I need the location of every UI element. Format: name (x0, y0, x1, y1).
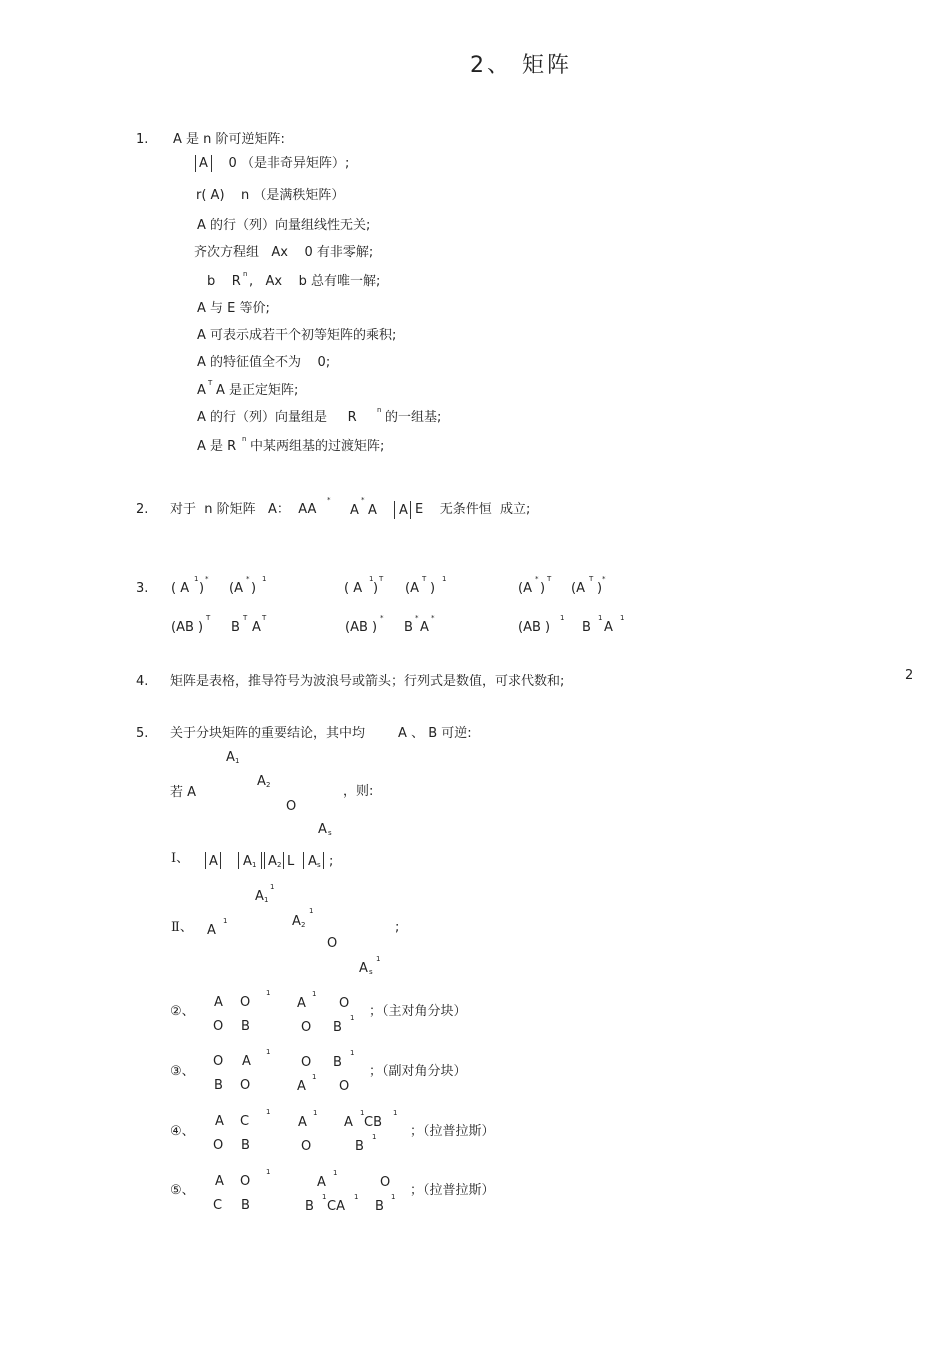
case-4-label: ④、 (170, 1124, 195, 1139)
det-bar-right (220, 852, 221, 869)
semicolon: ; (395, 920, 400, 935)
sup-1: 1 (313, 1109, 318, 1117)
sym-B: B (231, 620, 240, 635)
det-bar-left (205, 852, 206, 869)
page-title: 2、 矩阵 (470, 53, 572, 78)
condition-basis-b: 的一组基; (385, 410, 442, 425)
sub-s: s (317, 861, 321, 869)
m-A: A (298, 1115, 307, 1130)
item-2-number: 2. (136, 502, 149, 517)
sup-n: n (243, 270, 248, 278)
sup-star: * (431, 614, 435, 622)
sup-star: * (361, 496, 365, 504)
sup-star: * (380, 614, 384, 622)
sub-1: 1 (235, 757, 240, 765)
inv-A2: A (292, 914, 301, 929)
condition-unique-b: , Ax b 总有唯一解; (249, 274, 381, 289)
inv-As: A (359, 961, 368, 976)
m-A: A (297, 1079, 306, 1094)
roman-one-label: Ⅰ、 (171, 851, 190, 866)
sup-1: 1 (391, 1193, 396, 1201)
sup-1: 1 (270, 883, 275, 891)
m-O: O (240, 1174, 251, 1189)
item-4-text: 矩阵是表格，推导符号为波浪号或箭头；行列式是数值，可求代数和; (170, 674, 565, 689)
m-B: B (333, 1055, 342, 1070)
sup-1: 1 (376, 955, 381, 963)
det-bar (264, 852, 265, 869)
sup-T: T (262, 614, 267, 622)
sup-T: T (422, 575, 427, 583)
item-1-intro: A 是 n 阶可逆矩阵: (173, 132, 285, 147)
det-bar (303, 852, 304, 869)
m-O: O (339, 1079, 350, 1094)
condition-homogeneous: 齐次方程组 Ax 0 有非零解; (194, 245, 374, 260)
condition-equivalent: A 与 E 等价; (197, 301, 270, 316)
det-bar-right (323, 852, 324, 869)
det-bar-left (195, 155, 196, 172)
inv-A1: A (255, 889, 264, 904)
m-O: O (240, 1078, 251, 1093)
semicolon: ; (329, 854, 334, 869)
m-CB: CB (364, 1115, 382, 1130)
sup-1: 1 (560, 614, 565, 622)
sup-T: T (589, 575, 594, 583)
sym-A: A (420, 620, 429, 635)
sup-1: 1 (442, 575, 447, 583)
det-A: A (209, 854, 218, 869)
det-bar-left (238, 852, 239, 869)
m-O: O (240, 995, 251, 1010)
m-A: A (242, 1054, 251, 1069)
item-5-number: 5. (136, 726, 149, 741)
sub-s: s (328, 829, 332, 837)
sup-n: n (377, 406, 382, 414)
m-A: A (215, 1174, 224, 1189)
m-A: A (215, 1114, 224, 1129)
then-label: ，则: (343, 784, 374, 799)
condition-transition-a: A 是 R (197, 439, 237, 454)
m-A: A (344, 1115, 353, 1130)
condition-nonsingular: A 0 （是非奇异矩阵）; (199, 156, 350, 171)
sup-1: 1 (266, 1108, 271, 1116)
m-B: B (241, 1019, 250, 1034)
sup-1: 1 (266, 989, 271, 997)
item-3-number: 3. (136, 581, 149, 596)
m-B: B (241, 1198, 250, 1213)
rparen: ) (540, 581, 546, 596)
sup-1: 1 (350, 1049, 355, 1057)
m-O: O (339, 996, 350, 1011)
formula-inverse-transpose-lhs: ( A (344, 581, 363, 596)
sup-1: 1 (372, 1133, 377, 1141)
sup-1: 1 (312, 1073, 317, 1081)
m-O: O (213, 1054, 224, 1069)
m-O: O (380, 1175, 391, 1190)
sup-1: 1 (309, 907, 314, 915)
m-A: A (297, 996, 306, 1011)
item-1-number: 1. (136, 132, 149, 147)
case-3-note: ；（副对角分块） (369, 1064, 467, 1079)
rparen: ) (251, 581, 257, 596)
sup-1: 1 (266, 1168, 271, 1176)
condition-elementary: A 可表示成若干个初等矩阵的乘积; (197, 328, 397, 343)
formula-product-adjugate-lhs: (AB ) (345, 620, 378, 635)
rparen: ) (199, 581, 205, 596)
rparen: ) (597, 581, 603, 596)
sup-star: * (602, 575, 606, 583)
sup-1: 1 (194, 575, 199, 583)
sup-1: 1 (266, 1048, 271, 1056)
sup-1: 1 (393, 1109, 398, 1117)
sup-T: T (547, 575, 552, 583)
sub-2: 2 (277, 861, 282, 869)
case-2-label: ②、 (170, 1004, 195, 1019)
sub-2: 2 (301, 921, 306, 929)
m-B: B (214, 1078, 223, 1093)
sup-star: * (205, 575, 209, 583)
rparen: ) (430, 581, 436, 596)
sup-1: 1 (354, 1193, 359, 1201)
adjugate-identity-b: A (350, 503, 359, 518)
sup-1: 1 (620, 614, 625, 622)
sup-star: * (415, 614, 419, 622)
sym-B: B (582, 620, 591, 635)
condition-independent: A 的行（列）向量组线性无关; (197, 218, 371, 233)
m-C: C (213, 1198, 223, 1213)
sup-1: 1 (598, 614, 603, 622)
det-bar-left (394, 501, 395, 519)
condition-transition-b: 中某两组基的过渡矩阵; (250, 439, 385, 454)
sub-1: 1 (264, 896, 269, 904)
m-O: O (301, 1139, 312, 1154)
sup-1: 1 (369, 575, 374, 583)
det-bar (283, 852, 284, 869)
sym-L: L (287, 854, 295, 869)
m-B: B (355, 1139, 364, 1154)
m-A: A (317, 1175, 326, 1190)
sup-1: 1 (223, 917, 228, 925)
block-O: O (286, 799, 297, 814)
roman-two-label: Ⅱ、 (171, 920, 193, 935)
case-5-label: ⑤、 (170, 1183, 195, 1198)
case-4-note: ；（拉普拉斯） (410, 1124, 495, 1139)
case-3-label: ③、 (170, 1064, 195, 1079)
case-5-note: ；（拉普拉斯） (410, 1183, 495, 1198)
sup-1: 1 (312, 990, 317, 998)
sub-2: 2 (266, 781, 271, 789)
sub-1: 1 (252, 861, 257, 869)
formula-inverse-adjugate-rhs: (A (229, 581, 243, 596)
block-A1: A (226, 750, 235, 765)
sub-s: s (369, 968, 373, 976)
page-number: 2 (905, 668, 914, 683)
sup-T: T (379, 575, 384, 583)
sup-star: * (535, 575, 539, 583)
formula-adjugate-transpose-rhs: (A (571, 581, 585, 596)
det-A2: A (268, 854, 277, 869)
sup-star: * (327, 496, 331, 504)
adjugate-identity-d: A (399, 503, 408, 518)
m-B: B (241, 1138, 250, 1153)
sup-n: n (242, 435, 247, 443)
item-5-intro: 关于分块矩阵的重要结论，其中均 A 、 B 可逆: (170, 726, 472, 741)
m-CA: CA (327, 1199, 345, 1214)
sup-T: T (206, 614, 211, 622)
sup-1: 1 (262, 575, 267, 583)
sup-T: T (243, 614, 248, 622)
sup-T: T (208, 379, 213, 387)
sup-1: 1 (350, 1014, 355, 1022)
sym-A: A (604, 620, 613, 635)
condition-basis-a: A 的行（列）向量组是 R (197, 410, 357, 425)
adjugate-identity-e: E 无条件恒 成立; (415, 502, 531, 517)
formula-inverse-transpose-rhs: (A (405, 581, 419, 596)
block-A2: A (257, 774, 266, 789)
inv-A: A (207, 923, 216, 938)
adjugate-identity-c: A (368, 503, 377, 518)
inv-O: O (327, 936, 338, 951)
det-As: A (308, 854, 317, 869)
m-A: A (214, 995, 223, 1010)
m-B: B (305, 1199, 314, 1214)
formula-adjugate-transpose-lhs: (A (518, 581, 532, 596)
case-2-note: ；（主对角分块） (369, 1004, 467, 1019)
condition-posdef-b: A 是正定矩阵; (216, 383, 299, 398)
sup-star: * (246, 575, 250, 583)
sup-1: 1 (360, 1109, 365, 1117)
sup-1: 1 (322, 1193, 327, 1201)
m-C: C (240, 1114, 250, 1129)
formula-product-transpose-lhs: (AB ) (171, 620, 204, 635)
sym-B: B (404, 620, 413, 635)
condition-full-rank: r( A) n （是满秩矩阵） (196, 188, 345, 203)
m-O: O (213, 1138, 224, 1153)
m-O: O (301, 1055, 312, 1070)
formula-inverse-adjugate-lhs: ( A (171, 581, 190, 596)
m-O: O (301, 1020, 312, 1035)
if-A-label: 若 A (170, 785, 197, 800)
det-bar-right (410, 501, 411, 519)
sym-A: A (252, 620, 261, 635)
item-4-number: 4. (136, 674, 149, 689)
m-O: O (213, 1019, 224, 1034)
m-B: B (333, 1020, 342, 1035)
rparen: ) (373, 581, 379, 596)
det-A1: A (243, 854, 252, 869)
formula-product-inverse-lhs: (AB ) (518, 620, 551, 635)
det-bar (261, 852, 262, 869)
condition-eigen: A 的特征值全不为 0; (197, 355, 331, 370)
block-As: A (318, 822, 327, 837)
m-B: B (375, 1199, 384, 1214)
adjugate-identity-a: 对于 n 阶矩阵 A： AA (170, 502, 317, 517)
condition-posdef-a: A (197, 383, 206, 398)
sup-1: 1 (333, 1169, 338, 1177)
condition-unique-a: b R (207, 274, 241, 289)
